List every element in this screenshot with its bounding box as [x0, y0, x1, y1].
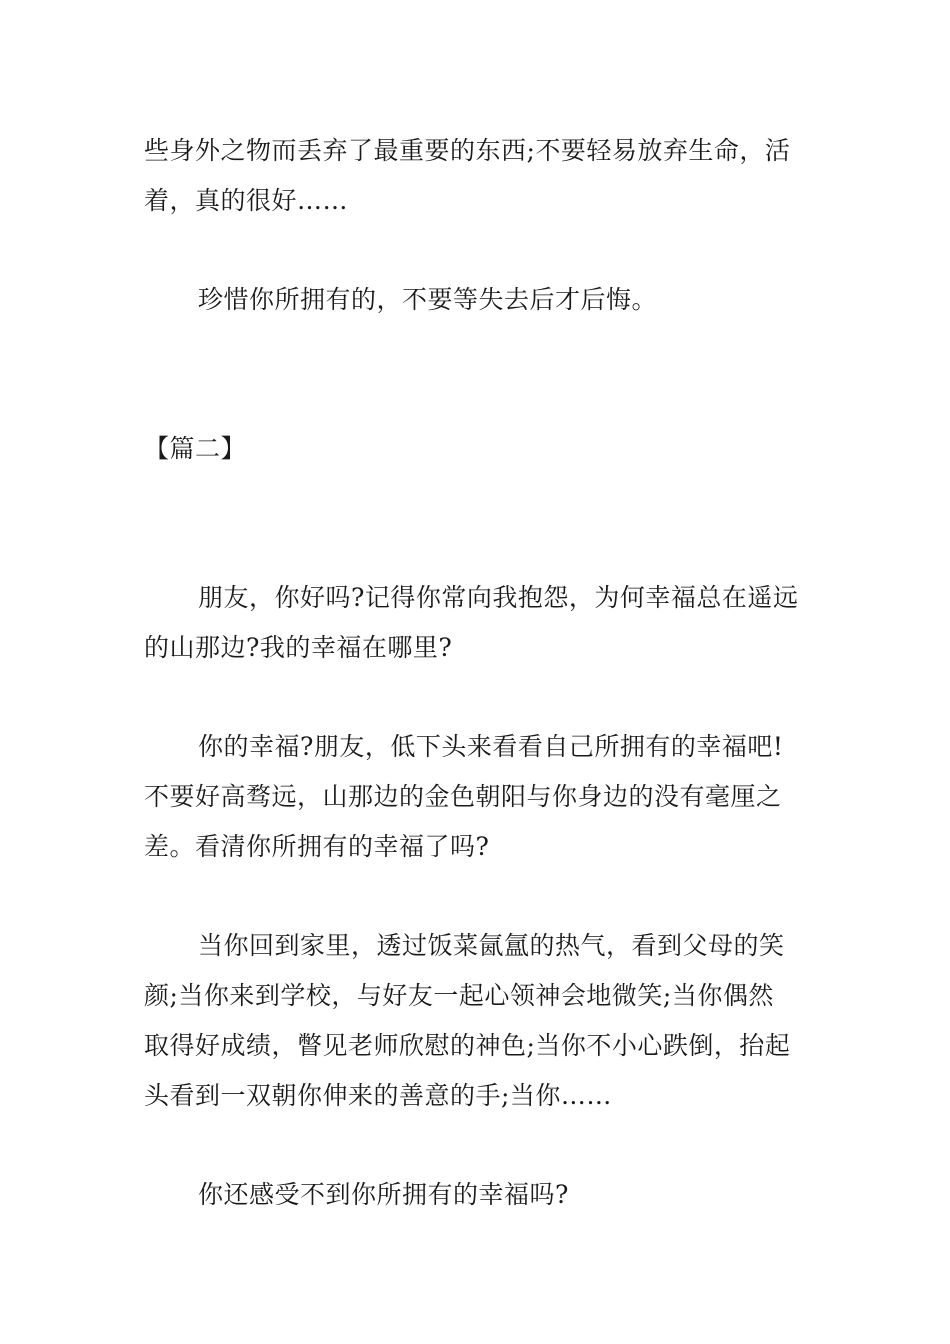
- section-heading: 【篇二】: [144, 434, 247, 463]
- paragraph-line: 的山那边?我的幸福在哪里?: [144, 633, 453, 662]
- paragraph-line: 你的幸福?朋友，低下头来看看自己所拥有的幸福吧!: [198, 732, 784, 761]
- paragraph-line: 颜;当你来到学校，与好友一起心领神会地微笑;当你偶然: [144, 981, 774, 1010]
- paragraph-line: 些身外之物而丢弃了最重要的东西;不要轻易放弃生命，活: [144, 136, 791, 165]
- paragraph-line: 差。看清你所拥有的幸福了吗?: [144, 832, 490, 861]
- paragraph-line: 当你回到家里，透过饭菜氤氲的热气，看到父母的笑: [198, 931, 785, 960]
- paragraph-line: 朋友，你好吗?记得你常向我抱怨，为何幸福总在遥远: [198, 583, 799, 612]
- paragraph-line: 着，真的很好……: [144, 186, 349, 215]
- paragraph-line: 头看到一双朝你伸来的善意的手;当你……: [144, 1081, 612, 1110]
- paragraph-line: 取得好成绩，瞥见老师欣慰的神色;当你不小心跌倒，抬起: [144, 1031, 791, 1060]
- paragraph-line: 你还感受不到你所拥有的幸福吗?: [198, 1180, 569, 1209]
- paragraph-line: 珍惜你所拥有的，不要等失去后才后悔。: [198, 285, 658, 314]
- paragraph-line: 不要好高骛远，山那边的金色朝阳与你身边的没有毫厘之: [144, 782, 782, 811]
